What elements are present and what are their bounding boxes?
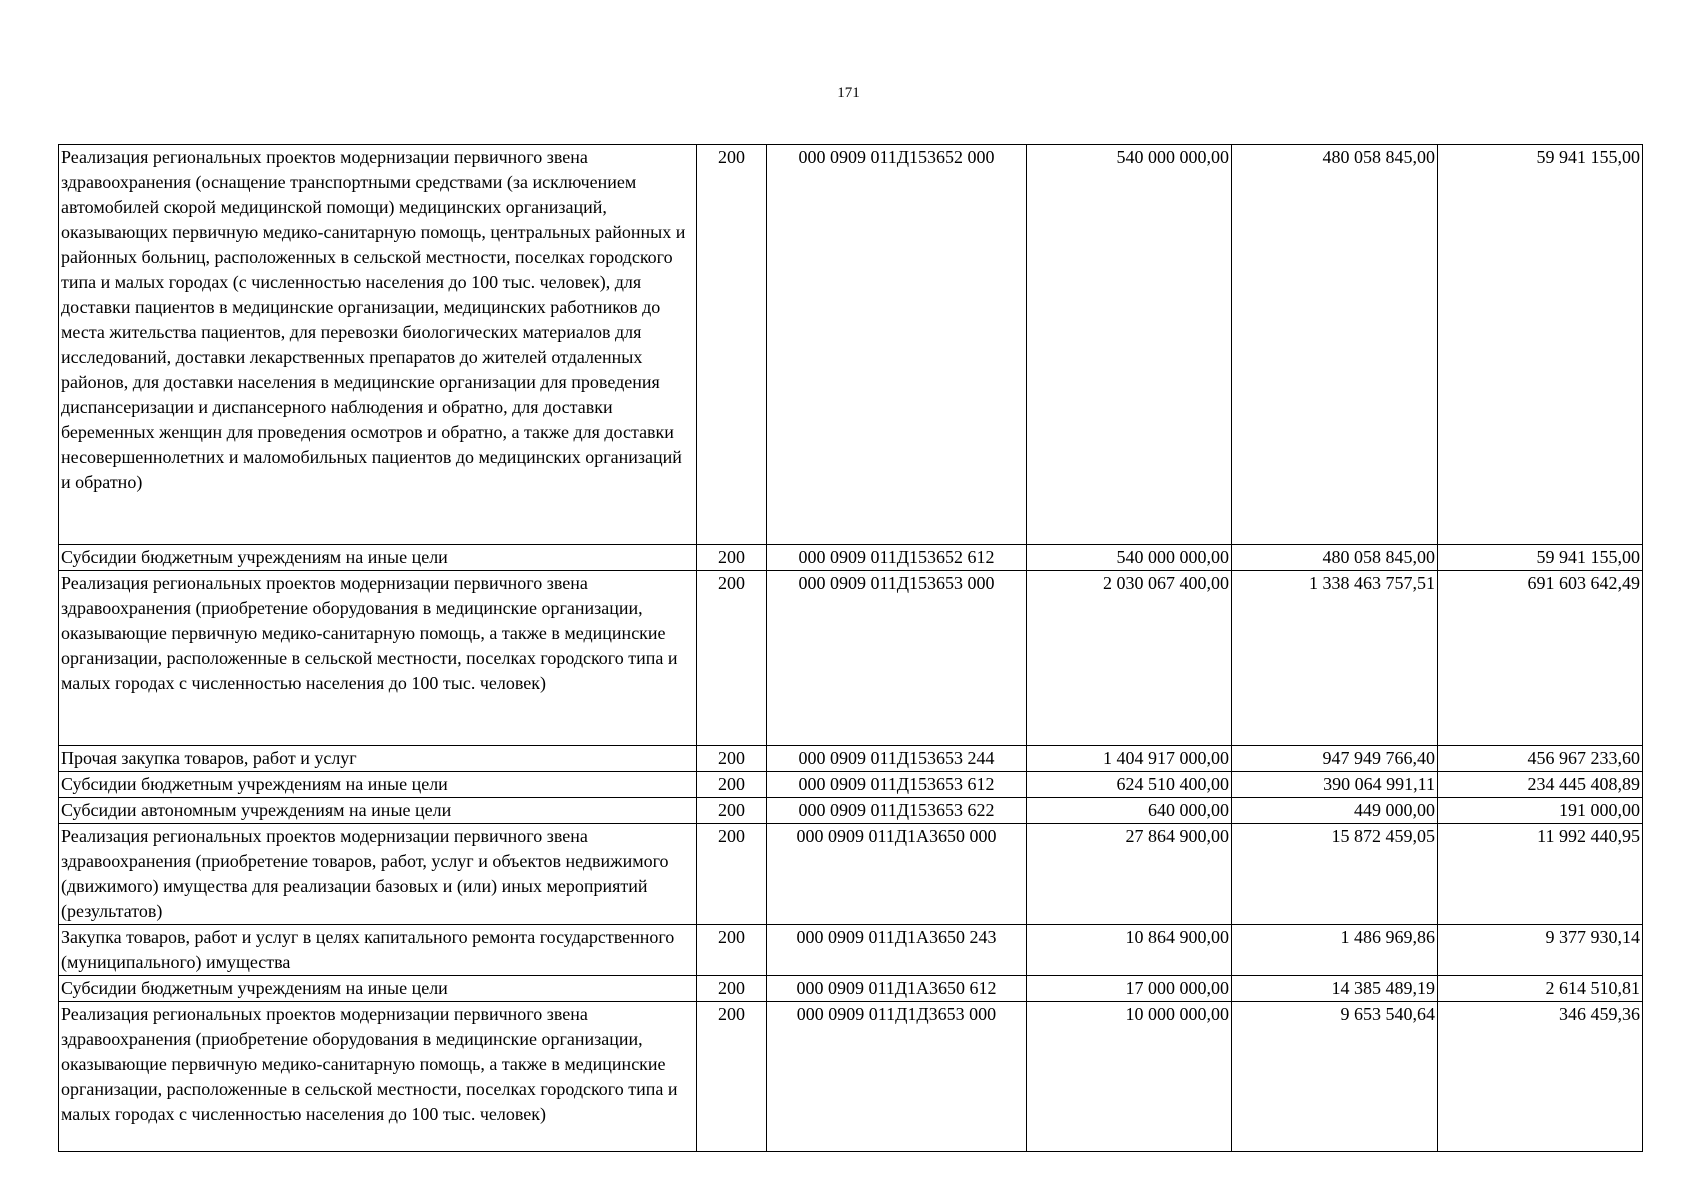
row-name: Реализация региональных проектов модернизации первичного звена здравоохранения (приобретение оборудования в медицинские организации, оказывающие первичную медико-санитарную помощь, а также в медицинские организации, расположенные в сельской местности, поселках городского типа и малых городах с численностью населения до 100 тыс. человек) [59, 1002, 697, 1152]
row-remainder-amount: 59 941 155,00 [1438, 545, 1643, 571]
row-approved-amount: 624 510 400,00 [1027, 772, 1232, 798]
row-line-code: 200 [697, 746, 767, 772]
row-line-code: 200 [697, 798, 767, 824]
row-name: Прочая закупка товаров, работ и услуг [59, 746, 697, 772]
row-budget-classification-code: 000 0909 011Д1А3650 243 [767, 925, 1027, 976]
row-approved-amount: 27 864 900,00 [1027, 824, 1232, 925]
row-executed-amount: 390 064 991,11 [1232, 772, 1438, 798]
row-executed-amount: 449 000,00 [1232, 798, 1438, 824]
row-executed-amount: 15 872 459,05 [1232, 824, 1438, 925]
row-remainder-amount: 346 459,36 [1438, 1002, 1643, 1152]
row-remainder-amount: 11 992 440,95 [1438, 824, 1643, 925]
row-remainder-amount: 191 000,00 [1438, 798, 1643, 824]
row-executed-amount: 1 486 969,86 [1232, 925, 1438, 976]
row-executed-amount: 9 653 540,64 [1232, 1002, 1438, 1152]
table-row [59, 571, 1643, 746]
row-budget-classification-code: 000 0909 011Д153653 622 [767, 798, 1027, 824]
row-name: Реализация региональных проектов модернизации первичного звена здравоохранения (приобретение оборудования в медицинские организации, оказывающие первичную медико-санитарную помощь, а также в медицинские организации, расположенные в сельской местности, поселках городского типа и малых городах с численностью населения до 100 тыс. человек) [59, 571, 697, 746]
row-line-code: 200 [697, 545, 767, 571]
table-row [59, 545, 1643, 571]
row-budget-classification-code: 000 0909 011Д153652 000 [767, 145, 1027, 545]
row-line-code: 200 [697, 824, 767, 925]
row-name: Закупка товаров, работ и услуг в целях капитального ремонта государственного (муниципального) имущества [59, 925, 697, 976]
row-executed-amount: 1 338 463 757,51 [1232, 571, 1438, 746]
row-line-code: 200 [697, 976, 767, 1002]
row-budget-classification-code: 000 0909 011Д1А3650 612 [767, 976, 1027, 1002]
row-budget-classification-code: 000 0909 011Д153653 612 [767, 772, 1027, 798]
row-line-code: 200 [697, 925, 767, 976]
row-budget-classification-code: 000 0909 011Д1Д3653 000 [767, 1002, 1027, 1152]
row-line-code: 200 [697, 145, 767, 545]
row-remainder-amount: 2 614 510,81 [1438, 976, 1643, 1002]
row-line-code: 200 [697, 772, 767, 798]
row-approved-amount: 10 864 900,00 [1027, 925, 1232, 976]
table-row [59, 1002, 1643, 1152]
table-row [59, 772, 1643, 798]
row-line-code: 200 [697, 1002, 767, 1152]
table-row [59, 145, 1643, 545]
row-approved-amount: 10 000 000,00 [1027, 1002, 1232, 1152]
row-remainder-amount: 456 967 233,60 [1438, 746, 1643, 772]
row-budget-classification-code: 000 0909 011Д153652 612 [767, 545, 1027, 571]
row-name: Реализация региональных проектов модернизации первичного звена здравоохранения (приобретение товаров, работ, услуг и объектов недвижимого (движимого) имущества для реализации базовых и (или) иных мероприятий (результатов) [59, 824, 697, 925]
budget-execution-table [58, 144, 1643, 1152]
row-approved-amount: 17 000 000,00 [1027, 976, 1232, 1002]
row-remainder-amount: 234 445 408,89 [1438, 772, 1643, 798]
row-approved-amount: 540 000 000,00 [1027, 545, 1232, 571]
row-budget-classification-code: 000 0909 011Д153653 244 [767, 746, 1027, 772]
table-row [59, 976, 1643, 1002]
table-row [59, 746, 1643, 772]
row-approved-amount: 540 000 000,00 [1027, 145, 1232, 545]
row-name: Субсидии бюджетным учреждениям на иные цели [59, 545, 697, 571]
row-remainder-amount: 59 941 155,00 [1438, 145, 1643, 545]
row-budget-classification-code: 000 0909 011Д153653 000 [767, 571, 1027, 746]
row-executed-amount: 947 949 766,40 [1232, 746, 1438, 772]
table-row [59, 824, 1643, 925]
row-remainder-amount: 691 603 642,49 [1438, 571, 1643, 746]
page-number: 171 [837, 85, 860, 101]
row-approved-amount: 640 000,00 [1027, 798, 1232, 824]
row-approved-amount: 2 030 067 400,00 [1027, 571, 1232, 746]
table-row [59, 798, 1643, 824]
row-name: Реализация региональных проектов модернизации первичного звена здравоохранения (оснащение транспортными средствами (за исключением автомобилей скорой медицинской помощи) медицинских организаций, оказывающих первичную медико-санитарную помощь, центральных районных и районных больниц, расположенных в сельской местности, поселках городского типа и малых городах (с численностью населения до 100 тыс. человек), для доставки пациентов в медицинские организации, медицинских работников до места жительства пациентов, для перевозки биологических материалов для исследований, доставки лекарственных препаратов до жителей отдаленных районов, для доставки населения в медицинские организации для проведения диспансеризации и диспансерного наблюдения и обратно, для доставки беременных женщин для проведения осмотров и обратно, а также для доставки несовершеннолетних и маломобильных пациентов до медицинских организаций и обратно) [59, 145, 697, 545]
row-executed-amount: 480 058 845,00 [1232, 145, 1438, 545]
row-remainder-amount: 9 377 930,14 [1438, 925, 1643, 976]
row-name: Субсидии бюджетным учреждениям на иные цели [59, 976, 697, 1002]
row-budget-classification-code: 000 0909 011Д1А3650 000 [767, 824, 1027, 925]
row-name: Субсидии автономным учреждениям на иные цели [59, 798, 697, 824]
row-executed-amount: 480 058 845,00 [1232, 545, 1438, 571]
row-executed-amount: 14 385 489,19 [1232, 976, 1438, 1002]
table-row [59, 925, 1643, 976]
row-approved-amount: 1 404 917 000,00 [1027, 746, 1232, 772]
row-line-code: 200 [697, 571, 767, 746]
row-name: Субсидии бюджетным учреждениям на иные цели [59, 772, 697, 798]
